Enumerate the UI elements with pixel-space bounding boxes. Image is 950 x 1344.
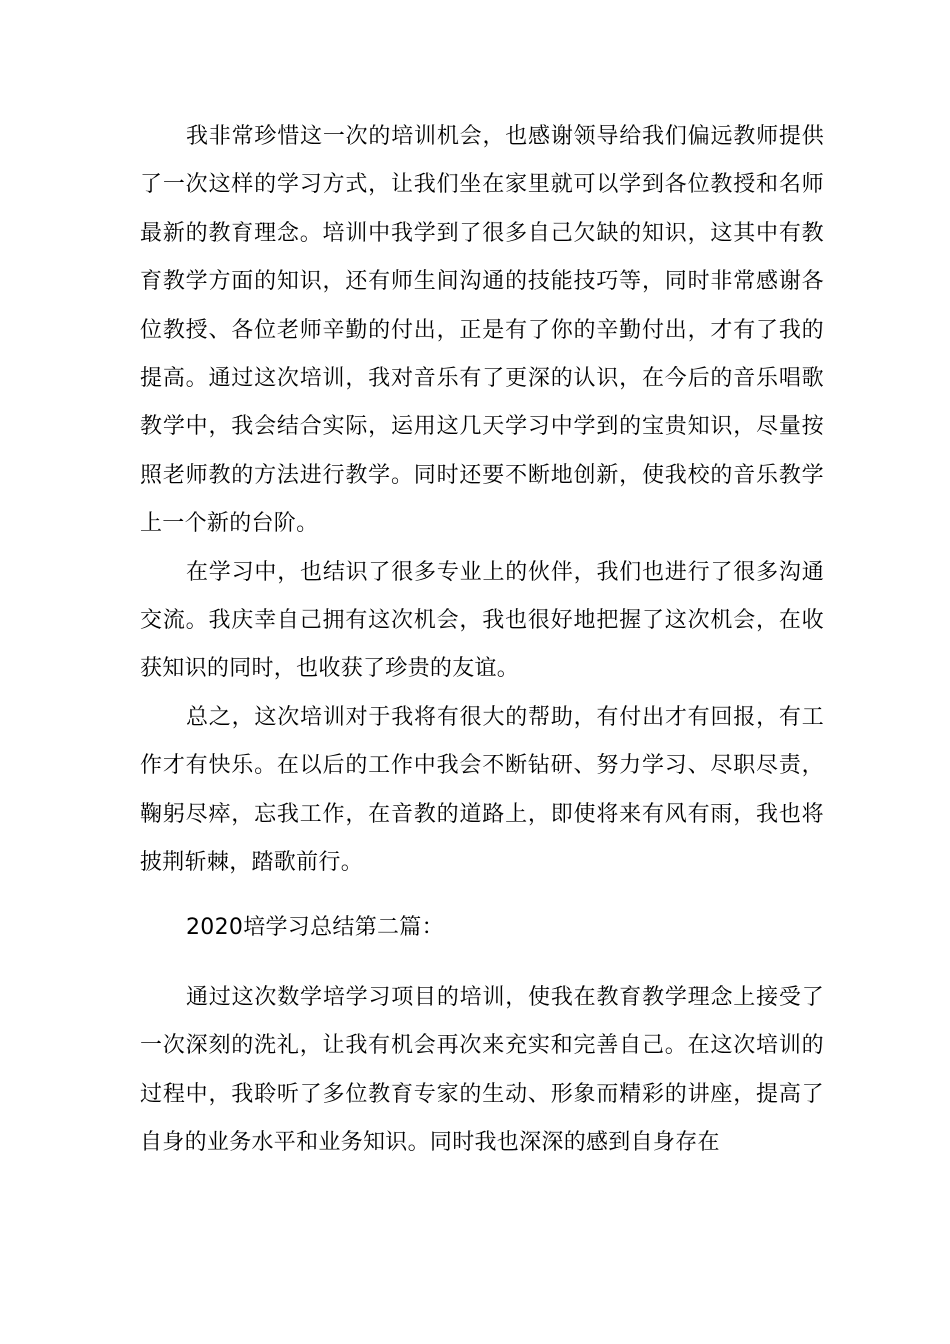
paragraph-conclusion: 总之，这次培训对于我将有很大的帮助，有付出才有回报，有工作才有快乐。在以后的工作中我会不断钻研、努力学习、尽职尽责，鞠躬尽瘁，忘我工作，在音教的道路上，即使将来有风有雨，我也将披荆斩棘，踏歌前行。 (140, 704, 824, 876)
section-heading: 2020培学习总结第二篇： (186, 914, 444, 940)
paragraph-training-gratitude: 我非常珍惜这一次的培训机会，也感谢领导给我们偏远教师提供了一次这样的学习方式，让我们坐在家里就可以学到各位教授和名师最新的教育理念。培训中我学到了很多自己欠缺的知识，这其中有教育教学方面的知识，还有师生间沟通的技能技巧等，同时非常感谢各位教授、各位老师辛勤的付出，正是有了你的辛勤付出，才有了我的提高。通过这次培训，我对音乐有了更深的认识，在今后的音乐唱歌教学中，我会结合实际，运用这几天学习中学到的宝贵知识，尽量按照老师教的方法进行教学。同时还要不断地创新，使我校的音乐教学上一个新的台阶。 (140, 124, 824, 537)
paragraph-math-training: 通过这次数学培学习项目的培训，使我在教育教学理念上接受了一次深刻的洗礼，让我有机会再次来充实和完善自己。在这次培训的过程中，我聆听了多位教育专家的生动、形象而精彩的讲座，提高了自身的业务水平和业务知识。同时我也深深的感到自身存在 (140, 984, 824, 1156)
paragraph-partners: 在学习中，也结识了很多专业上的伙伴，我们也进行了很多沟通交流。我庆幸自己拥有这次机会，我也很好地把握了这次机会，在收获知识的同时，也收获了珍贵的友谊。 (140, 559, 824, 682)
document-body (140, 113, 824, 1168)
